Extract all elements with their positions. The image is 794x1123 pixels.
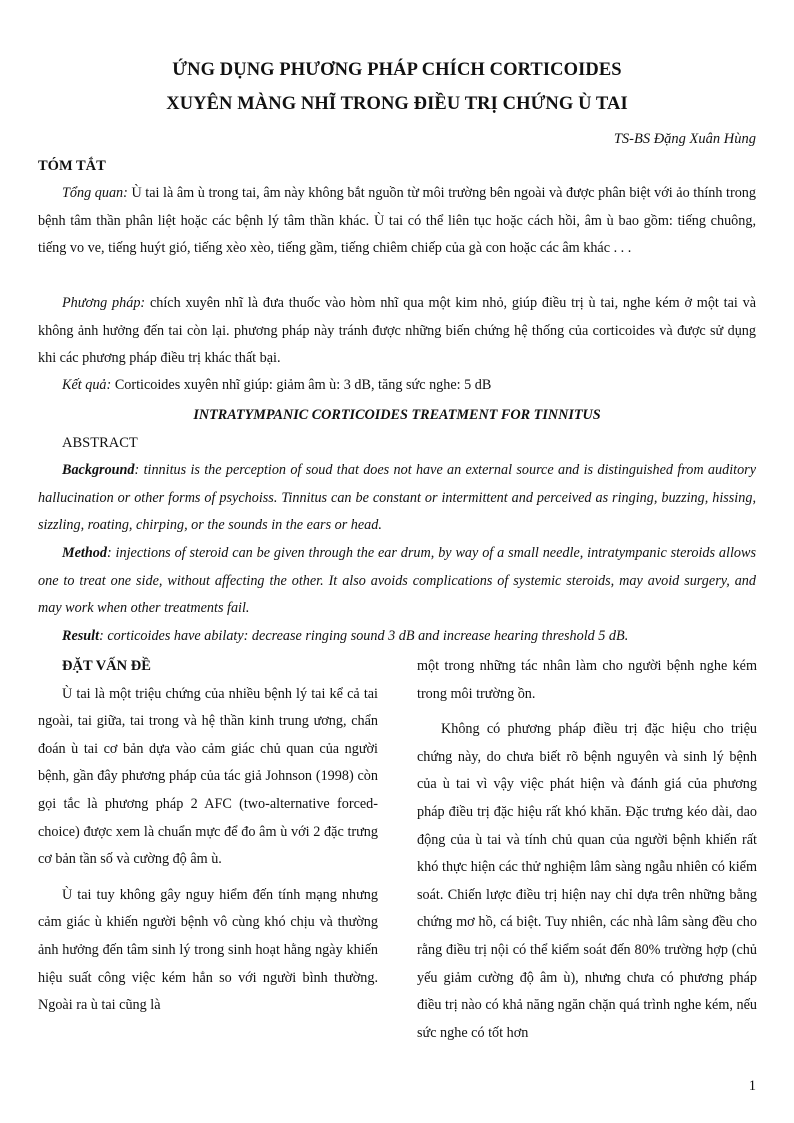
method-label-en: Method — [62, 545, 107, 561]
result-label-vi: Kết quả: — [62, 377, 112, 393]
method-text-vi: chích xuyên nhĩ là đưa thuốc vào hòm nhĩ qua một kim nhỏ, giúp điều trị ù tai, nghe kém ở một tai và không ảnh hưởng đến tai còn lại. phương pháp này tránh được những biến chứng hệ thống của corticoides và được sử dụng khi các phương pháp điều trị khác thất bại. — [38, 295, 756, 366]
summary-overview — [38, 180, 756, 263]
method-text-en: : injections of steroid can be given through the ear drum, by way of a small needle, intratympanic steroids allows one to treat one side, without affecting the other. It also avoids complications of systemic steroids, may avoid surgery, and may work when other treatments fail. — [38, 545, 756, 616]
intro-heading: ĐẶT VẤN ĐỀ — [62, 658, 151, 674]
method-label-vi: Phương pháp: — [62, 295, 146, 311]
author: TS-BS Đặng Xuân Hùng — [613, 131, 756, 147]
intro-paragraph-2: Ù tai tuy không gây nguy hiểm đến tính mạng nhưng cảm giác ù khiến người bệnh vô cùng khó chịu và thường ảnh hưởng đến tâm sinh lý trong sinh hoạt hằng ngày khiến hiệu suất công việc kém hẳn so với người bình thường. Ngoài ra ù tai cũng là — [38, 886, 378, 1014]
right-column — [417, 653, 757, 1047]
overview-label: Tổng quan: — [62, 185, 128, 201]
abstract-heading: ABSTRACT — [62, 435, 138, 451]
summary-heading: TÓM TẮT — [38, 158, 106, 174]
overview-text: Ù tai là âm ù trong tai, âm này không bắt nguồn từ môi trường bên ngoài và được phân biệt với ảo thính trong bệnh tâm thần phân liệt hoặc các bệnh lý tâm thần khác. Ù tai có thể liên tục hoặc cách hồi, âm ù bao gồm: tiếng chuông, tiếng vo ve, tiếng huýt gió, tiếng xèo xèo, tiếng gầm, tiếng chiêm chiếp của gà con hoặc các âm khác . . . — [38, 185, 756, 256]
summary-result — [38, 372, 756, 400]
background-label: Background — [62, 462, 135, 478]
abstract-method — [38, 540, 756, 623]
english-title: INTRATYMPANIC CORTICOIDES TREATMENT FOR TINNITUS — [193, 407, 601, 423]
abstract-background — [38, 457, 756, 540]
intro-paragraph-3: Không có phương pháp điều trị đặc hiệu cho triệu chứng này, do chưa biết rõ bệnh nguyên và sinh lý bệnh của ù tai vì vậy việc phát hiện và đánh giá của phương pháp điều trị đặc hiệu rất khó khăn. Đặc trưng kéo dài, dao động của ù tai và tính chủ quan của người bệnh khiến rất khó thực hiện các thử nghiệm lâm sàng ngẫu nhiên có kiểm soát. Chiến lược điều trị hiện nay chỉ dựa trên những bằng chứng mơ hồ, cá biệt. Tuy nhiên, các nhà lâm sàng đều cho rằng điều trị nội có thể kiểm soát đến 80% trường hợp (chủ yếu giảm cường độ âm ù), nhưng chưa có phương pháp điều trị nào có khả năng ngăn chặn quá trình nghe kém, nếu sức nghe có tốt hơn — [417, 721, 757, 1041]
result-text-vi: Corticoides xuyên nhĩ giúp: giảm âm ù: 3 dB, tăng sức nghe: 5 dB — [111, 377, 492, 393]
result-label-en: Result — [62, 628, 100, 644]
abstract-result — [38, 623, 756, 651]
title-line-1: ỨNG DỤNG PHƯƠNG PHÁP CHÍCH CORTICOIDES — [172, 60, 622, 80]
result-text-en: : corticoides have abilaty: decrease ringing sound 3 dB and increase hearing threshold 5 dB. — [99, 628, 629, 644]
page-number: 1 — [748, 1078, 756, 1094]
title-line-2: XUYÊN MÀNG NHĨ TRONG ĐIỀU TRỊ CHỨNG Ù TAI — [166, 94, 628, 114]
intro-paragraph-1: Ù tai là một triệu chứng của nhiều bệnh lý tai kể cả tai ngoài, tai giữa, tai trong và hệ thần kinh trung ương, chẩn đoán ù tai cơ bản dựa vào cảm giác chủ quan của người bệnh, gần đây phương pháp của tác giả Johnson (1998) còn gọi tắc là phương pháp 2 AFC (two-alternative forced-choice) được xem là chuẩn mực để đo âm ù với 2 đặc trưng cơ bản tần số và cường độ âm ù. — [38, 685, 378, 868]
left-column — [38, 653, 378, 1020]
intro-paragraph-2-continued: một trong những tác nhân làm cho người bệnh nghe kém trong môi trường ồn. — [417, 658, 757, 702]
summary-method — [38, 290, 756, 373]
background-text: : tinnitus is the perception of soud that does not have an external source and is distinguished from auditory hallucination or other forms of psychoiss. Tinnitus can be constant or intermittent and perceived as ringing, buzzing, hissing, sizzling, roating, chirping, or the sounds in the ears or head. — [38, 462, 756, 533]
